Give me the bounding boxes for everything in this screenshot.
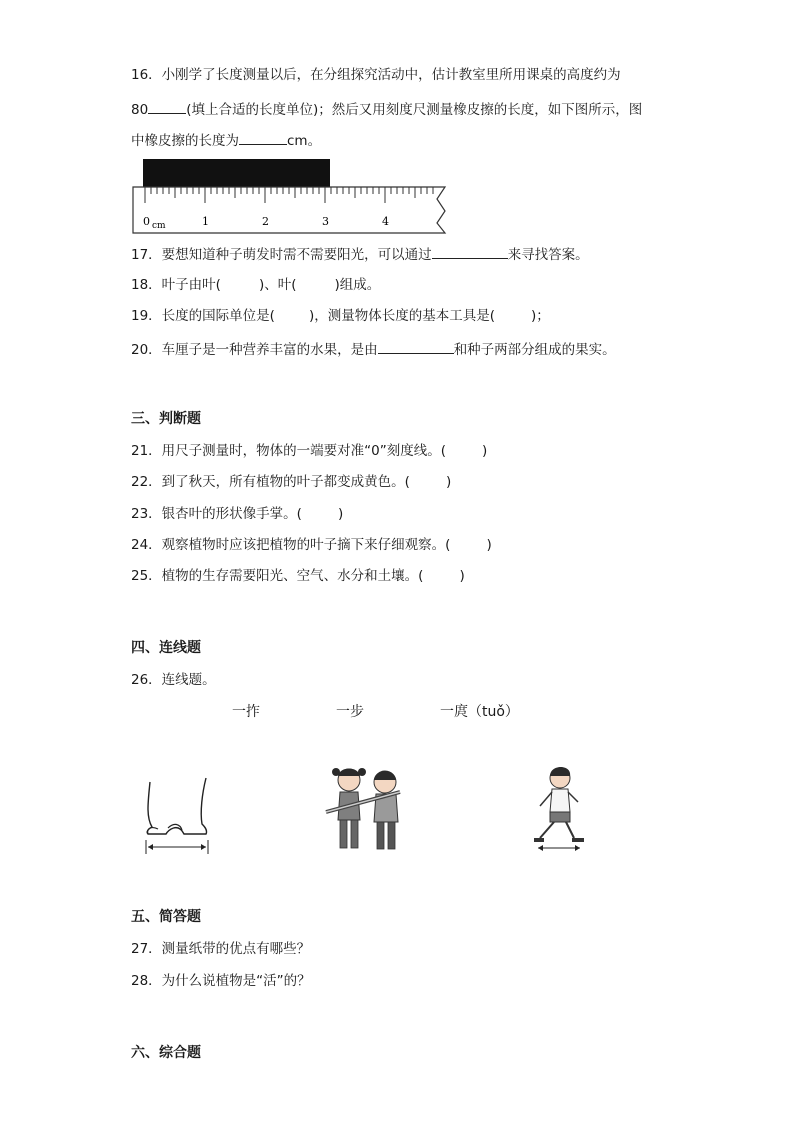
q17-blank[interactable] — [432, 244, 508, 259]
q16-line3 — [131, 130, 321, 150]
judge-item — [131, 536, 492, 554]
judge-close: ) — [337, 506, 344, 522]
q20-text-a: 20．车厘子是一种营养丰富的水果，是由 — [131, 342, 378, 358]
ruler-tick-3: 3 — [322, 215, 329, 228]
q26-text: 26．连线题。 — [131, 672, 216, 688]
section-title-judge: 三、判断题 — [131, 411, 201, 427]
q20 — [131, 339, 616, 359]
judge-text: 24．观察植物时应该把植物的叶子摘下来仔细观察。( — [131, 537, 451, 553]
q16-value: 80 — [131, 102, 149, 118]
eraser — [143, 159, 330, 187]
judge-text: 22．到了秋天，所有植物的叶子都变成黄色。( — [131, 474, 410, 490]
ruler-tick-2: 2 — [262, 215, 269, 228]
q16-line2-text: (填上合适的长度单位)；然后又用刻度尺测量橡皮擦的长度，如下图所示，图 — [186, 102, 643, 118]
q16-cm-text: cm。 — [287, 133, 322, 149]
q19-text-c: )； — [531, 308, 550, 324]
ruler-tick-0: 0 — [143, 215, 150, 228]
q20-text-b: 和种子两部分组成的果实。 — [453, 342, 616, 358]
match-word-span[interactable]: 一拃 — [232, 704, 260, 720]
q16-line1: 16．小刚学了长度测量以后，在分组探究活动中，估计教室里所用课桌的高度约为 — [131, 67, 621, 83]
q16-length-blank[interactable] — [239, 130, 287, 145]
q28-text: 28．为什么说植物是“活”的？ — [131, 973, 311, 989]
ruler-tick-4: 4 — [382, 215, 389, 228]
judge-item — [131, 567, 465, 585]
ruler-figure — [131, 157, 449, 235]
match-word-step[interactable]: 一步 — [336, 704, 364, 720]
judge-close: ) — [445, 474, 452, 490]
judge-close: ) — [486, 537, 492, 553]
q16-line3-text: 中橡皮擦的长度为 — [131, 133, 239, 149]
q18-text-c: )组成。 — [334, 277, 381, 293]
section-title-short-answer: 五、简答题 — [131, 909, 201, 925]
q17 — [131, 244, 589, 264]
ruler-tick-1: 1 — [202, 215, 209, 228]
q17-text-b: 来寻找答案。 — [507, 247, 589, 263]
q18 — [131, 276, 380, 294]
judge-text: 23．银杏叶的形状像手掌。( — [131, 506, 302, 522]
q18-text-b: )、叶( — [258, 277, 297, 293]
judge-close: ) — [482, 443, 488, 459]
judge-item — [131, 505, 343, 523]
section-title-comprehensive: 六、综合题 — [131, 1045, 201, 1061]
q16-unit-blank[interactable] — [148, 99, 186, 114]
q20-blank[interactable] — [378, 339, 454, 354]
q19 — [131, 307, 550, 325]
q19-text-a: 19．长度的国际单位是( — [131, 308, 275, 324]
q17-text-a: 17．要想知道种子萌发时需不需要阳光，可以通过 — [131, 247, 432, 263]
judge-text: 21．用尺子测量时，物体的一端要对准“0”刻度线。( — [131, 443, 447, 459]
ruler-unit-label: cm — [152, 221, 166, 231]
q18-text-a: 18．叶子由叶( — [131, 277, 221, 293]
hand-span-illustration[interactable] — [138, 772, 218, 858]
judge-text: 25．植物的生存需要阳光、空气、水分和土壤。( — [131, 568, 424, 584]
section-title-match: 四、连线题 — [131, 640, 201, 656]
match-word-arm-span[interactable]: 一庹（tuǒ） — [440, 704, 519, 720]
judge-close: ) — [459, 568, 465, 584]
judge-item — [131, 473, 451, 491]
judge-item — [131, 442, 487, 460]
q16-line2 — [131, 99, 642, 119]
q27-text: 27．测量纸带的优点有哪些？ — [131, 941, 311, 957]
arm-span-illustration[interactable] — [322, 762, 414, 856]
q19-text-b: )，测量物体长度的基本工具是( — [308, 308, 495, 324]
step-illustration[interactable] — [530, 764, 592, 854]
